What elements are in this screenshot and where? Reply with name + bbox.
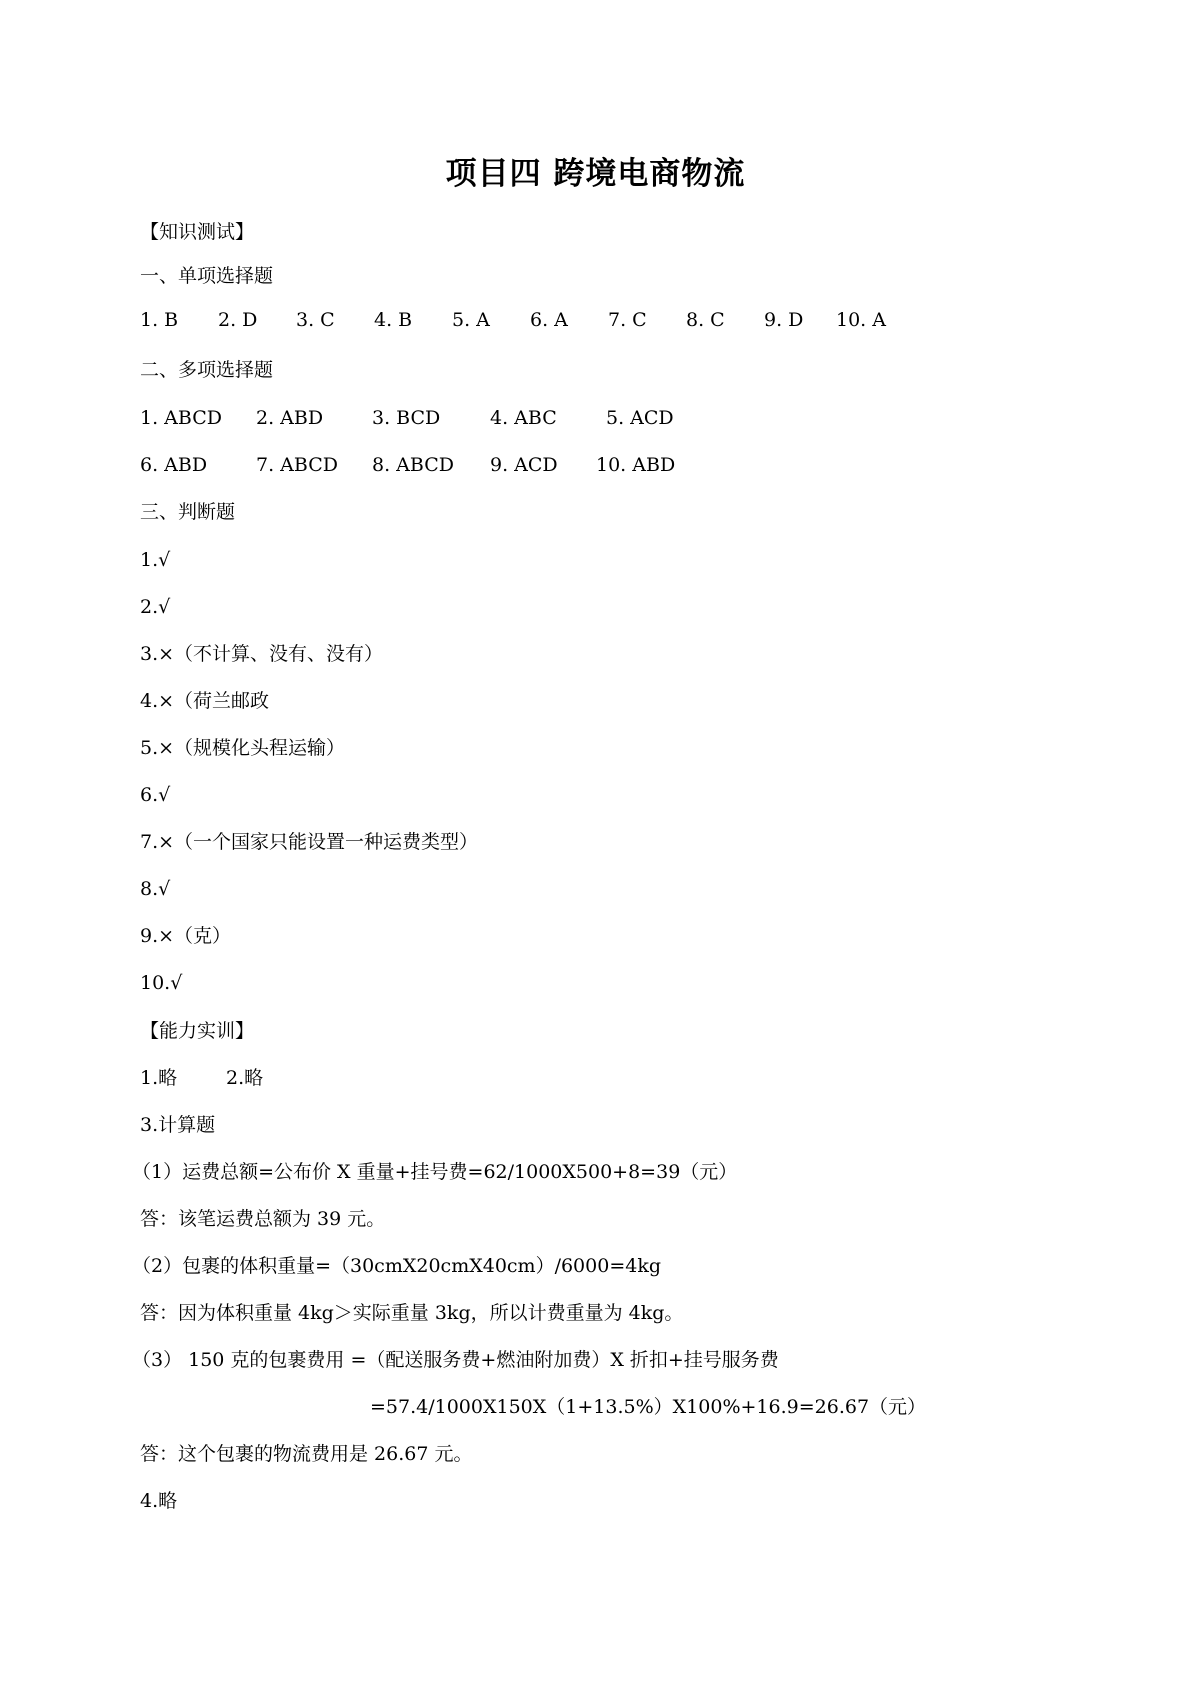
calc-line: 答：这个包裹的物流费用是 26.67 元。 — [140, 1443, 473, 1465]
calc-line: （3） 150 克的包裹费用 =（配送服务费+燃油附加费）X 折扣+挂号服务费 — [132, 1349, 779, 1371]
true-false-answer: 10.√ — [140, 972, 183, 994]
calc-heading: 3.计算题 — [140, 1114, 216, 1136]
multiple-choice-row-1 — [140, 405, 840, 431]
true-false-answer: 2.√ — [140, 596, 171, 618]
true-false-answer: 1.√ — [140, 549, 171, 571]
calc-line: =57.4/1000X150X（1+13.5%）X100%+16.9=26.67（元） — [370, 1396, 927, 1418]
answer-item: 2. D — [218, 309, 258, 331]
true-false-answer: 3.×（不计算、没有、没有） — [140, 643, 384, 665]
answer-item: 5. A — [452, 309, 490, 331]
answer-item: 3. C — [296, 309, 335, 331]
answer-item: 8. C — [686, 309, 725, 331]
true-false-answer: 4.×（荷兰邮政 — [140, 690, 270, 712]
answer-item: 9. D — [764, 309, 804, 331]
multiple-choice-row-2 — [140, 452, 840, 478]
page-title: 项目四 跨境电商物流 — [445, 156, 746, 192]
true-false-answer: 5.×（规模化头程运输） — [140, 737, 346, 759]
calc-line: 答：该笔运费总额为 39 元。 — [140, 1208, 386, 1230]
answer-item: 2. ABD — [256, 407, 324, 429]
true-false-answer: 8.√ — [140, 878, 171, 900]
answer-item: 9. ACD — [490, 454, 558, 476]
true-false-heading: 三、判断题 — [140, 501, 236, 523]
answer-item: 8. ABCD — [372, 454, 454, 476]
practical-items-1-2 — [140, 1065, 440, 1091]
answer-item: 7. ABCD — [256, 454, 338, 476]
single-choice-answers — [140, 307, 1040, 333]
knowledge-test-heading: 【知识测试】 — [140, 221, 255, 243]
answer-item: 4. ABC — [490, 407, 557, 429]
answer-item: 1. ABCD — [140, 407, 222, 429]
answer-item: 2.略 — [226, 1067, 264, 1089]
multiple-choice-heading: 二、多项选择题 — [140, 359, 274, 381]
answer-item: 3. BCD — [372, 407, 441, 429]
true-false-answer: 9.×（克） — [140, 925, 232, 947]
calc-line: （2）包裹的体积重量=（30cmX20cmX40cm）/6000=4kg — [132, 1255, 662, 1277]
true-false-answer: 6.√ — [140, 784, 171, 806]
answer-item: 4. B — [374, 309, 413, 331]
practical-item-4: 4.略 — [140, 1490, 178, 1512]
calc-line: （1）运费总额=公布价 X 重量+挂号费=62/1000X500+8=39（元） — [132, 1161, 738, 1183]
answer-item: 6. A — [530, 309, 568, 331]
answer-item: 10. A — [836, 309, 886, 331]
answer-item: 10. ABD — [596, 454, 676, 476]
answer-item: 5. ACD — [606, 407, 674, 429]
practical-training-heading: 【能力实训】 — [140, 1020, 255, 1042]
answer-item: 6. ABD — [140, 454, 208, 476]
answer-item: 1.略 — [140, 1067, 178, 1089]
answer-item: 1. B — [140, 309, 179, 331]
answer-item: 7. C — [608, 309, 647, 331]
true-false-answer: 7.×（一个国家只能设置一种运费类型） — [140, 831, 479, 853]
calc-line: 答：因为体积重量 4kg＞实际重量 3kg，所以计费重量为 4kg。 — [140, 1302, 684, 1324]
single-choice-heading: 一、单项选择题 — [140, 265, 274, 287]
